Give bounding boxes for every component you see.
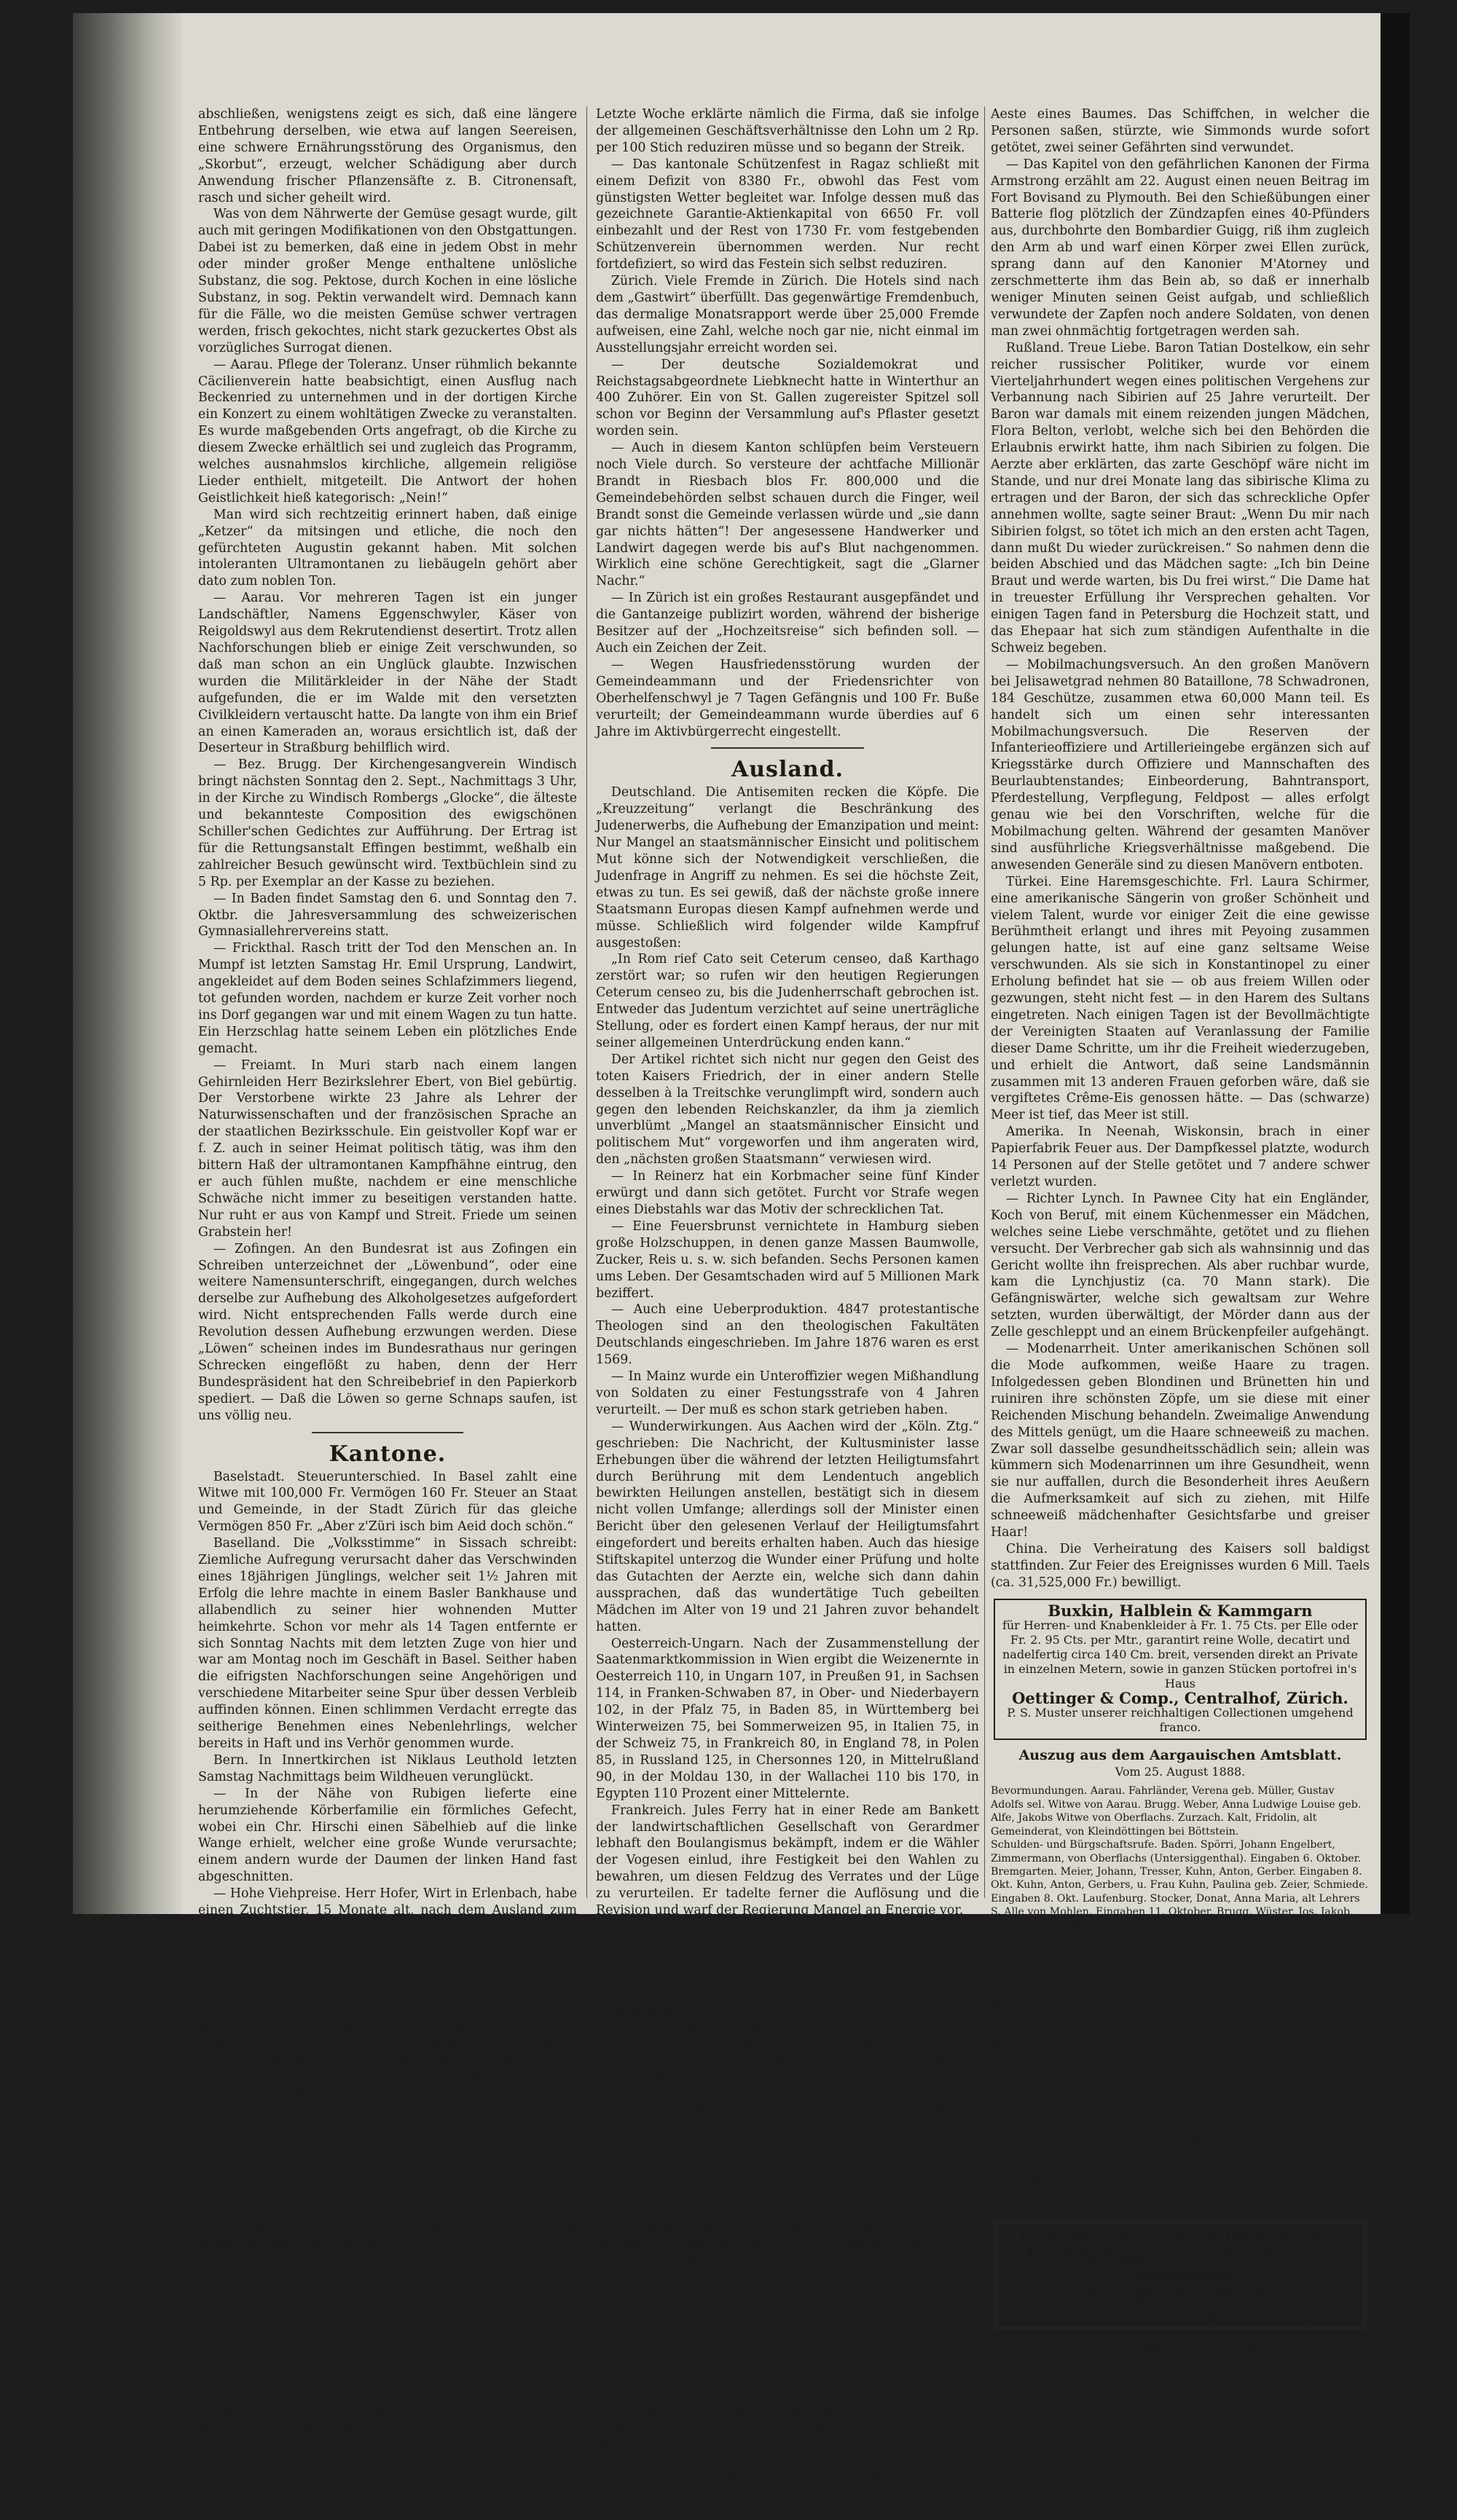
amtsblatt-date: Vom 25. August 1888. bbox=[1115, 1764, 1246, 1779]
article-paragraph: — Bekämpfung des Räuberwesens auf Corsika. Man hat neuerdings gänzliche Ausrottung in der Meinung, daß die Regierung die Ursache der hin wegen zwar des feuchten Schuß bekämpfte. Von den etwa 200 Briganten, die in den Maquis den Gerichten zu entgehen suchten, sind in letzten 10 Monaten 103 getötet oder gefangen worden und bei der unablässigen Verfolgung der Briganten nur wenig noch übrig. bbox=[596, 2320, 979, 2452]
section-divider bbox=[312, 1432, 463, 1433]
article-paragraph: — Die Franzosen wollen wieder einmal einen deutschen Spion entdeckt haben. Fritz Ellian von Hohenburg, deutscher Offizier außer Dienst und Sprachlehrer wurde in Nizza verhaftet, als er sich mit Lebel-Patronen zur Post schickte. Es wurde eine Haussuchung bei ihm vorgenommen. bbox=[596, 1919, 979, 2018]
article-paragraph: — Aarau. Vor mehreren Tagen ist ein junger Landschäftler, Namens Eggenschwyler, Käser von Reigoldswyl aus dem Rekrutendienst desertirt. Trotz allen Nachforschungen blieb er einige Zeit verschwunden, so daß man schon an ein Unglück glaubte. Inzwischen wurden die Militärkleider in der Nähe der Stadt aufgefunden, die er im Walde mit den versetzten Civilkleidern vertauscht hatte. Da langte von ihm ein Brief an einen Kameraden an, woraus ersichtlich ist, daß der Deserteur in Straßburg behilflich wird. bbox=[198, 591, 577, 756]
amtsblatt-body bbox=[991, 1784, 1370, 2213]
article-paragraph: Italien. In einem Eisenbahncoupe zweiter Klasse des gen Genua kommenden Zuges überfielen sieben junge, mit Messern bewaffnete Leute einen Passagier, um ihn zu berauben. Dem Angegriffenen gelang es, sich energisch verteidigt, gelang es, sich aus dem Coupefenster zu stürzen. Furchtbar verstümmelt lag er auf dem Bahndamm liegen. Von den Tätern wurden zwei verhaftet. bbox=[596, 2203, 979, 2318]
section-heading-kantone: Kantone. bbox=[329, 1441, 447, 1467]
article-paragraph: St. Gallen. In Rheineck habe seit Samstag die Sticker in der Fabrik der HH. Tobler die Arbeit eingestellt. Das Zentralkomite des Stickereiverbandes erließ eine betreffende Bekanntmachung. bbox=[198, 2370, 577, 2436]
article-paragraph: — In Zürich ist ein großes Restaurant ausgepfändet und die Gantanzeige publizirt worden, während der bisherige Besitzer auf der „Hochzeitsreise“ sich befinden soll. — Auch ein Zeichen der Zeit. bbox=[596, 591, 979, 655]
article-paragraph: Amerika. In Neenah, Wiskonsin, brach in einer Papierfabrik Feuer aus. Der Dampfkessel platzte, wodurch 14 Personen auf der Stelle getötet und 7 andere schwer verletzt wurden. bbox=[991, 1125, 1370, 1189]
article-paragraph: Luzern. Die Regierung hat jenen geistlichen Lehrer am Seminar in Hitzkirch, der einen Seminaristen durchgeprügelt, vom Seminar entfernt, indem sie ihn auf die Pfarrstelle in Buchenrain „beförderte“. bbox=[198, 2087, 577, 2151]
article-paragraph: Frankreich. Jules Ferry hat in einer Rede am Bankett der landwirtschaftlichen Gesellschaft von Gerardmer lebhaft den Boulangismus bekämpft, indem er die Wähler der Vogesen einlud, ihre Festigkeit bei den Wahlen zu bewahren, um diesen Feldzug des Verrates und der Lüge zu verurteilen. Er tadelte ferner die Auflösung und die Revision und warf der Regierung Mangel an Energie vor. bbox=[596, 1803, 979, 1918]
ad-text: für Herren- und Knabenkleider à Fr. 1. 75 Cts. per Elle oder Fr. 2. 95 Cts. per Mtr., garantirt reine Wolle, decatirt und nadelfertig circa 140 Cm. breit, versenden direkt an Private in einzelnen Metern, sowie in ganzen Stücken portofrei in's Haus bbox=[1002, 1618, 1359, 1690]
article-paragraph: — Der deutsche Sozialdemokrat und Reichstagsabgeordnete Liebknecht hatte in Winterthur an 400 Zuhörer. Ein von St. Gallen zugereister Spitzel soll schon vor Beginn der Versammlung auf's Pflaster gesetzt worden sein. bbox=[596, 357, 979, 439]
article-paragraph: — Frickthal. Rasch tritt der Tod den Menschen an. In Mumpf ist letzten Samstag Hr. Emil Ursprung, Landwirt, angekleidet auf dem Boden seines Schlafzimmers liegend, tot gefunden worden, nachdem er kurze Zeit vorher noch ins Dorf gegangen war und mit einem Wagen zu tun hatte. Ein Herzschlag hatte seinem Leben ein plötzliches Ende gemacht. bbox=[198, 941, 577, 1056]
weather-title: Witterungsbeobachtungen. bbox=[1083, 2338, 1278, 2353]
article-paragraph: — Langenthal bietet heute das bunte und bewegte Bild einer Garnisonsstadt. Es beherbergt etwa 2000 Mann Militär, auf zwei Seelen der Zivilbevölkerung einen Soldaten. bbox=[198, 1936, 577, 2001]
amtsblatt-section: Wirthschaftsverbot. Bremgarten. Schmidli, Heinrich, Schuster, von Villmergen. bbox=[991, 1999, 1343, 2025]
column-middle bbox=[596, 106, 979, 2519]
article-paragraph: Man wird sich rechtzeitig erinnert haben, daß einige „Ketzer“ da mitsingen und etliche, die noch den gefürchteten Augustin gekannt haben. Mit solchen intoleranten Ultramontanen zu liebäugeln gehört aber dato zum noblen Ton. bbox=[198, 507, 577, 589]
advertisement-buxkin bbox=[994, 1599, 1367, 1740]
ad-headline: Buxkin, Halblein & Kammgarn bbox=[1048, 1601, 1313, 1620]
weather-text: Pariser Witterungsbericht vom 30. August. Wahrscheinlich Wind aus den Westregionen, bewölkter Himmel bei bisheriger Temperatur. bbox=[991, 2355, 1370, 2380]
article-paragraph: Rußland. Treue Liebe. Baron Tatian Dostelkow, ein sehr reicher russischer Politiker, wurde vor einem Vierteljahrhundert wegen eines politischen Vergehens zur Verbannung nach Sibirien auf 25 Jahre verurteilt. Der Baron war damals mit einem reizenden jungen Mädchen, Flora Belton, verlobt, welche sich bei den Behörden die Erlaubnis erwirkt hatte, ihm nach Sibirien zu folgen. Die Aerzte aber erklärten, das zarte Geschöpf wäre nicht im Stande, und nur drei Monate lang das sibirische Klima zu ertragen und der Baron, der sich das schreckliche Opfer annehmen wollte, sagte seiner Braut: „Wenn Du mir nach Sibirien folgst, so tötet ich mich an den ersten acht Tagen, dann mußt Du wieder zurückreisen.“ So nahmen denn die beiden Abschied und das Mädchen sagte: „Ich bin Deine Braut und werde warten, bis Du frei wirst.“ Die Dame hat in treuester Erfüllung ihr Versprechen gehalten. Vor einigen Tagen fand in Petersburg die Hochzeit statt, und das Ehepaar hat sich zum ständigen Aufenthalte in die Schweiz begeben. bbox=[991, 340, 1370, 655]
article-paragraph: — Das kantonale Schützenfest in Ragaz schließt mit einem Defizit von 8380 Fr., obwohl das Fest vom günstigsten Wetter begleitet war. Infolge dessen muß das gezeichnete Garantie-Aktienkapital von 6650 Fr. voll einbezahlt und der Rest von 1730 Fr. vom festgebenden Schützenverein übernommen werden. Nur recht fortdefiziert, so wird das Festein sich selbst reduziren. bbox=[596, 157, 979, 272]
article-paragraph: — Richter Lynch. In Pawnee City hat ein Engländer, Koch von Beruf, mit einem Küchenmesser ein Mädchen, welches seine Liebe verschmähte, getötet und zu fliehen versucht. Der Verbrecher gab sich als wahnsinnig und das Gericht wollte ihn freisprechen. Als aber ruchbar wurde, kam die Lynchjustiz (ca. 70 Mann stark). Die Gefängniswärter, welche sich gewaltsam zur Wehre setzten, wurden überwältigt, der Mörder dann aus der Zelle geschleppt und an einem Brückenpfeiler aufgehängt. bbox=[991, 1191, 1370, 1340]
article-paragraph: Baselland. Die „Volksstimme“ in Sissach schreibt: Ziemliche Aufregung verursacht daher das Verschwinden eines 18jährigen Jünglings, welcher seit 1½ Jahren mit Erfolg die lehre machte in einem Basler Bankhause und allabendlich zu seiner hier wohnenden Mutter heimkehrte. Schon vor mehr als 14 Tagen entfernte er sich Sonntag Nachts mit dem letzten Zuge von hier und war am Montag noch im Geschäft in Basel. Seither haben die eifrigsten Nachforschungen seine Angehörigen und verschiedene Mitarbeiter seine Spur über dessen Verbleib auffinden können. Einen schlimmen Verdacht erregte das seitherige Benehmen eines Nebenlehrlings, welcher bereits in Haft und ins Verhör genommen wurde. bbox=[198, 1536, 577, 1751]
amtsblatt-title: Auszug aus dem Aargauischen Amtsblatt. bbox=[1018, 1747, 1342, 1763]
article-paragraph: — Modenarrheit. Unter amerikanischen Schönen soll die Mode aufkommen, weiße Haare zu tragen. Infolgedessen geben Blondinen und Brünetten hin und ruiniren ihre schönsten Zöpfe, um sie diese mit einer Reichenden Mischung behandeln. Zweimalige Anwendung des Mittels genügt, um die Haare schneeweiß zu machen. Zwar soll dasselbe gesundheitsschädlich sein; allein was kümmern sich Modenarrinnen um ihre Gesundheit, wenn sie nur auffallen, durch die Besonderheit ihres Aeußern die Aufmerksamkeit auf sich zu ziehen, mit Hilfe schneeweiß mädchenhafter Gesichtsfarbe und greiser Haar! bbox=[991, 1342, 1370, 1540]
article-paragraph: Obwalden. Der so sehr als freisinniger Mann verschrieene Landammann Hermann hat seinem Testamente im Jahre 1883, also zu Schulvogtszeiten, beigesetzt, daß, sofern das Schulwesen durch Bundesbeschlüsse sollte umgestaltet, z. B. die Lehrschwestern entfernt werden, die für Schulzwecke testirten Summen zu Privatzwecken zu verwenden seien. bbox=[198, 2253, 577, 2369]
article-paragraph: — In Mainz wurde ein Unteroffizier wegen Mißhandlung von Soldaten zu einer Festungsstrafe von 4 Jahren verurteilt. — Der muß es schon stark getrieben haben. bbox=[596, 1369, 979, 1417]
ad-text: Reelle Preise. — Prompte Bedienung. bbox=[1041, 2304, 1319, 2323]
weather-report bbox=[991, 2337, 1370, 2381]
page-edge-shadow bbox=[1381, 13, 1410, 1914]
article-paragraph: Baselstadt. Steuerunterschied. In Basel zahlt eine Witwe mit 100,000 Fr. Vermögen 160 Fr. Steuer an Staat und Gemeinde, in der Stadt Zürich für das gleiche Vermögen 850 Fr. „Aber z'Züri isch bim Aeid doch schön.“ bbox=[198, 1469, 577, 1535]
article-paragraph: Letzte Woche erklärte nämlich die Firma, daß sie infolge der allgemeinen Geschäftsverhältnisse den Lohn um 2 Rp. per 100 Stich reduziren müsse und so begann der Streik. bbox=[596, 107, 979, 155]
article-paragraph: China. Die Verheiratung des Kaisers soll baldigst stattfinden. Zur Feier des Ereignisses wurden 6 Mill. Taels (ca. 31,525,000 Fr.) bewilligt. bbox=[991, 1541, 1370, 1590]
article-paragraph: — Sursee. Viehmarkt vom 27. August. Aufgeführt wurden circa 2000 Stück Großvieh, 600 Stück Schweine und viele Schafe und Ziegen. Es waren sehr viele Händler, jedoch nicht in großer Zahl und Konkurrenz, daß bis die Nachfrage dem Angebote gleichkam. Es wurde viel gehandelt, doch zu gedrückten Preisen. bbox=[198, 2153, 577, 2252]
article-paragraph: abschließen, wenigstens zeigt es sich, daß eine längere Entbehrung derselben, wie etwa auf langen Seereisen, eine schwere Ernährungsstörung des Organismus, den „Skorbut“, erzeugt, welcher Schädigung aber durch Anwendung frischer Pflanzensäfte z. B. Citronensaft, rasch und sicher geheilt wird. bbox=[198, 107, 577, 205]
ad-headline: Reichhaltige Auswahl in Herren-Confektion. bbox=[1026, 2246, 1335, 2285]
column-rule bbox=[586, 106, 587, 1898]
ad-firm-name: J. Gerber, Marchd. Tailleur, Aarau. bbox=[1018, 2227, 1342, 2248]
article-paragraph: — Wunderwirkungen. Aus Aachen wird der „Köln. Ztg.“ geschrieben: Die Nachricht, der Kultusminister lasse Erhebungen über die während der letzten Heiligtumsfahrt durch Berührung mit dem Lendentuch angeblich bewirkten Heilungen anstellen, bestätigt sich in diesem nicht vollen Umfange; allerdings soll der Minister einen Bericht über den gelesenen Verlauf der Heiligtumsfahrt eingefordert und bereits erhalten haben. Auch das hiesige Stiftskapitel unterzog die Wunder einer Prüfung und holte das Gutachten der Aerzte ein, welche sich dann dahin aussprachen, daß das wundertätige Tuch gebeilten Mädchen im Alter von 19 und 21 Jahren zuvor behandelt hatten. bbox=[596, 1419, 979, 1634]
section-heading-ausland: Ausland. bbox=[731, 757, 844, 783]
article-paragraph: — Das Kapitel von den gefährlichen Kanonen der Firma Armstrong erzählt am 22. August einen neuen Beitrag im Fort Bovisand zu Plymouth. Bei den Schießübungen einer Batterie flog plötzlich der Zündzapfen eines 40-Pfünders aus, durchbohrte den Bombardier Guigg, riß ihm zugleich den Arm ab und warf einen Körper zwei Ellen zurück, sprang dann auf den Kanonier M'Atorney und zerschmetterte ihm das Bein ab, so daß er innerhalb weniger Minuten seinen Geist aufgab, und schließlich verwundete der Zapfen noch andere Soldaten, von denen man zwei ohnmächtig fortgetragen werden sah. bbox=[991, 157, 1370, 339]
article-paragraph: — Eine Feuersbrunst vernichtete in Hamburg sieben große Holzschuppen, in denen ganze Massen Baumwolle, Zucker, Reis u. s. w. sich befanden. Sechs Personen kamen ums Leben. Der Gesamtschaden wird auf 5 Millionen Mark beziffert. bbox=[596, 1218, 979, 1301]
article-paragraph: — Aarau. Pflege der Toleranz. Unser rühmlich bekannte Cäcilienverein hatte beabsichtigt, einen Ausflug nach Beckenried zu unternehmen und in der dortigen Kirche ein Konzert zu einem wohltätigen Zwecke zu veranstalten. Es wurde maßgebenden Orts angefragt, ob die Kirche zu diesem Zwecke erhältlich sei und zugleich das Programm, welches ausnahmslos kirchliche, allgemein religiöse Lieder enthielt, mitgeteilt. Die Antwort der hohen Geistlichkeit hieß kategorisch: „Nein!“ bbox=[198, 357, 577, 505]
article-paragraph: Genf. Ein am Bau der neuen Ateliers der Fabrik physikalischer Instrumente beschäftigter Arbeiter, ein 23jähriger Ad. Welti aus Suz bei Nidau, fiel am Mittwoch Morgen vom Dachstuhl herunter und brach das Genick; der Tod trat eine halbe Stunde nach dem Falle ein. bbox=[198, 2003, 577, 2085]
article-paragraph: — Freiamt. In Muri starb nach einem langen Gehirnleiden Herr Bezirkslehrer Ebert, von Biel gebürtig. Der Verstorbene wirkte 23 Jahre als Lehrer der Naturwissenschaften und der französischen Sprache an der staatlichen Bezirksschule. Ein geistvoller Kopf war er f. Z. auch in seiner Heimat politisch tätig, was ihm den bittern Haß der ultramontanen Kampfhähne eintrug, den er auch fühlen mußte, nachdem er eine menschliche Schwäche nicht immer zu beseitigen verstanden hatte. Nur ruht er aus von Kampf und Streit. Friede um seinen Grabstein her! bbox=[198, 1058, 577, 1240]
amtsblatt-section: Bevormundungen. Aarau. Fahrländer, Verena geb. Müller, Gustav Adolfs sel. Witwe von Aarau. Brugg. Weber, Anna Ludwige Louise geb. Alfe, Jakobs Witwe von Oberflachs. Zurzach. Kalt, Fridolin, alt Gemeinderat, von Kleindöttingen bei Böttstein. bbox=[991, 1785, 1362, 1838]
article-paragraph: — Hohe Viehpreise. Herr Hofer, Wirt in Erlenbach, habe einen Zuchtstier, 15 Monate alt, nach dem Ausland zum Preise von über 1400 Fr. verkauft. bbox=[198, 1886, 577, 1934]
section-divider bbox=[711, 747, 864, 749]
article-paragraph: Was von dem Nährwerte der Gemüse gesagt wurde, gilt auch mit geringen Modifikationen von den Obstgattungen. Dabei ist zu bemerken, daß eine in jedem Obst in mehr oder minder großer Menge enthaltene unlösliche Substanz, die sog. Pektose, durch Kochen in eine lösliche Substanz, in sog. Pektin verwandelt wird. Demnach kann für die Fälle, wo die meisten Gemüse schwer vertragen werden, frisch gekochtes, nicht stark gezuckertes Obst als vorzügliches Surrogat dienen. bbox=[198, 207, 577, 355]
article-paragraph: — In Baden findet Samstag den 6. und Sonntag den 7. Oktbr. die Jahresversammlung des schweizerischen Gymnasiallehrervereins statt. bbox=[198, 891, 577, 940]
amtsblatt-section: Geldstags-Rückzüge. Kulm. Wirt Heuberger, Adolf, von Menziken. Zofingen. Leuenberger, Samuel Heinrich, Melchior, Sattler, von Wittwyl. Rehabilitationen. Baden. Meier, Niklaus, Weber in der Steinmatt bei Unterehrendingen. Brugg. Remund, Bernhard, Uhrenmacher, von Solothurn, in Brugg. Muri. Weber, Albert, Lederhändler und Bosswil. Rheinfelden. Weiland, Adolf, von Rheinfelden. bbox=[991, 2093, 1337, 2186]
amtsblatt-section: Schulden- und Bürgschaftsrufe. Baden. Spörri, Johann Engelbert, Zimmermann, von Oberflachs (Untersiggenthal). Eingaben 6. Oktober. Bremgarten. Meier, Johann, Tresser, Kuhn, Anton, Gerber. Eingaben 8. Okt. Kuhn, Anton, Gerbers, u. Frau Kuhn, Paulina geb. Zeier, Schmiede. Eingaben 8. Okt. Laufenburg. Stocker, Donat, Anna Maria, alt Lehrers S. Alle von Mohlen. Eingaben 11. Oktober. Brugg. Wüster, Jos. Jakob, Schneider, von Hausen. Eingaben 26. Septbr. Laufenburg. Winter, Xaver, Lehrer. Eingaben 26. Sept. Muri. Witwe Schlauder, Maria geb Lüthi, Uhrenmacher in Winterhalden bei Meyenberg. Eingaben 26. Septbr. — Humbel, Josephine, Bäcker, Würlis, von Wallenschwyl bei Beinwyl. Eingaben 19. Septbr. Rheinfelden. Guthauser, Gustav Küfer, von Zeiningen. Eingaben 24. September. bbox=[991, 1839, 1369, 1999]
column-right bbox=[991, 106, 1370, 2380]
article-paragraph: Bern. In Innertkirchen ist Niklaus Leuthold letzten Samstag Nachmittags beim Wildheuen verunglückt. bbox=[198, 1752, 577, 1784]
article-paragraph: — Eine junge Reisende. Ein Pariser Blatt teilt folgendes nette Geschichtchen mit: Ein kleines Mädchen von sechs Jahren wurde dieser Tage allein von Europa nach Amerika spedirt. Man hatte ihr an den linken Arm ein großes Bracelet (Armband) auf welchem geschrieben stand: Ich heiße Emma Pecz, ich gehe zu Hrn. George Bleich, Uhrmacher, Morton-Street, in Rochester, Staat New-York, Nordamerika. Die junge Reisende kam glücklich an. Die Eisenbahnbeamten und alle an dem Schiffe gute Leute, welche sich ihrer annahmen und ihr glücklich im Rochester angekommen. bbox=[596, 2020, 979, 2202]
article-paragraph: Zürich. Viele Fremde in Zürich. Die Hotels sind nach dem „Gastwirt“ überfüllt. Das gegenwärtige Fremdenbuch, das dermalige Monatsrapport werde über 25,000 Fremde aufweisen, eine Zahl, welche noch gar nie, nicht einmal im Ausstellungsjahr erreicht worden sei. bbox=[596, 274, 979, 355]
advertisement-gerber bbox=[994, 2221, 1367, 2330]
ad-firm-name: Oettinger & Comp., Centralhof, Zürich. bbox=[1012, 1688, 1348, 1707]
ad-note: P. S. Muster unserer reichhaltigen Collectionen umgehend franco. bbox=[1007, 1705, 1354, 1734]
ad-subheadline: Anzüge nach Maaß. bbox=[1087, 2284, 1273, 2304]
article-paragraph: — Bez. Brugg. Der Kirchengesangverein Windisch bringt nächsten Sonntag den 2. Sept., Nachmittags 3 Uhr, in der Kirche zu Windisch Rombergs „Glocke“, die älteste und bekannteste Composition des ewigschönen Schiller'schen Gedichtes zur Aufführung. Der Ertrag ist für die Rettungsanstalt Effingen bestimmt, weßhalb ein zahlreicher Besuch gewünscht wird. Textbüchlein sind zu 5 Rp. per Exemplar an der Kasse zu beziehen. bbox=[198, 757, 577, 889]
article-paragraph: — Zofingen. An den Bundesrat ist aus Zofingen ein Schreiben unterzeichnet der „Löwenbund“, oder eine weitere Namensunterschrift, eingegangen, durch welches derselbe zur Aufhebung des Alkoholgesetzes aufgefordert wird. Nicht entsprechenden Falls werde durch eine Revolution dessen Aufhebung erzwungen werden. Diese „Löwen“ scheinen indes im Bundesrathaus nur geringen Schrecken eingeflößt zu haben, denn der Herr Bundespräsident hat den Schreibebrief in den Papierkorb spediert. — Daß die Löwen so gerne Schnaps saufen, ist uns völlig neu. bbox=[198, 1241, 577, 1423]
article-paragraph: Oesterreich-Ungarn. Nach der Zusammenstellung der Saatenmarktkommission in Wien ergibt die Weizenernte in Oesterreich 110, in Ungarn 107, in Preußen 91, in Sachsen 114, in Franken-Schwaben 87, in Ober- und Niederbayern 102, in der Pfalz 75, in Baden 85, in Württemberg bei Winterweizen 75, bei Sommerweizen 95, in Italien 75, in der Schweiz 75, in Frankreich 80, in England 78, in Polen 85, in Russland 125, in Chersonnes 120, in Mittelrußland 90, in der Moldau 130, in der Wallachei 110 bis 170, in Egypten 110 Prozent einer Mittelernte. bbox=[596, 1636, 979, 1801]
amtsblatt-section: Vermögensauslosungsbegehren. Aarau. Müller, Rudolf, Drechslers, von Oberentfelden, in Amerika. Einsprachen 29. September. bbox=[991, 2187, 1365, 2213]
article-paragraph: — Auch eine Ueberproduktion. 4847 protestantische Theologen sind an den theologischen Fakultäten Deutschlands eingeschrieben. Im Jahre 1876 waren es erst 1569. bbox=[596, 1302, 979, 1368]
amtsblatt-extract bbox=[991, 1747, 1370, 2214]
column-rule bbox=[984, 106, 985, 1898]
article-paragraph: — Mobilmachungsversuch. An den großen Manövern bei Jelisawetgrad nehmen 80 Bataillone, 78 Schwadronen, 184 Geschütze, zusammen etwa 60,000 Mann teil. Es handelt sich um einen sehr interessanten Mobilmachungsversuch. Die Reserven der Infanterieoffiziere und Artillerieingebe ergänzen sich auf Kriegsstärke durch Offiziere und Mannschaften des Beurlaubtenstandes; Einbeorderung, Bahntransport, Pferdestellung, Verpflegung, Feldpost — alles erfolgt genau wie bei den Vorschriften, welche für die Mobilmachung gelten. Während der gesamten Manöver sind ausführliche Kriegsverhältnisse maßgebend. Die anwesenden Generäle sind zu diesen Manövern entboten. bbox=[991, 657, 1370, 873]
amtsblatt-section: Benefiz Inventarii. Baden. Witwe Filsker, Marie geb. Zehnder, Bäck, von Wettingen. Eingaben 6. Okt. Bremgarten. Meier, Jakob, Hemberers von Wohlen. Eingaben 11. Okt. Laufenburg. Liechti, Jakob, Heinrich, Brunnenmacher, von Essingen. Eingaben 24. Sept. Muri. Billiger, Anton, Schuster, von Beinwyl. Eingaben 25. September. bbox=[991, 2026, 1370, 2092]
article-paragraph: Der Artikel richtet sich nicht nur gegen den Geist des toten Kaisers Friedrich, der in einer andern Stelle desselben à la Treitschke verunglimpft wird, sondern auch gegen den lebenden Reichskanzler, da ihm ja ziemlich unverblümt „Mangel an staatsmännischer Einsicht und politischem Mut“ vorgeworfen und ihm angeraten wird, den „nächsten großen Staatsmann“ verwiesen wird. bbox=[596, 1052, 979, 1168]
column-left bbox=[198, 106, 577, 2436]
article-paragraph: — In der Nähe von Rubigen lieferte eine herumziehende Körberfamilie ein förmliches Gefecht, wobei ein Chr. Hirschi einen Säbelhieb auf die linke Wange erhielt, welcher eine große Wunde verursachte; einem andern wurde der Daumen der linken Hand fast abgeschnitten. bbox=[198, 1786, 577, 1885]
article-paragraph: „In Rom rief Cato seit Ceterum censeo, daß Karthago zerstört war; so rufen wir den heutigen Regierungen Ceterum censeo zu, bis die Judenherrschaft gebrochen ist. Entweder das Judentum verzichtet auf seine unerträgliche Stellung, oder es fordert einen Kampf heraus, der nur mit seiner allgemeinen Unterdrückung enden kann.“ bbox=[596, 952, 979, 1050]
page-binding bbox=[73, 13, 182, 1914]
article-paragraph: — Wegen Hausfriedensstörung wurden der Gemeindeammann und der Friedensrichter von Oberhelfenschwyl je 7 Tagen Gefängnis und 100 Fr. Buße verurteilt; der Gemeindeammann wurde überdies auf 6 Jahre im Aktivbürgerrecht eingestellt. bbox=[596, 657, 979, 739]
article-paragraph: — Auch in diesem Kanton schlüpfen beim Versteuern noch Viele durch. So versteure der achtfache Millionär Brandt in Riesbach blos Fr. 800,000 und die Gemeindebehörden selbst schauen durch die Finger, weil Brandt sonst die Gemeinde verlassen würde und „sie dann gar nichts hätten“! Der angesessene Handwerker und Landwirt dagegen werde bis auf's Blut nachgenommen. Wirklich eine schöne Gerechtigkeit, sagt die „Glarner Nachr.“ bbox=[596, 441, 979, 589]
article-paragraph: England. Der Luftschiffer Simmonds wollte eine Fahrt von London nach Wien unternehmen. Der Ballon war gezwungen, in der Nähe von Molton sich zu senken, verwickelte sich aber in die bbox=[596, 2453, 979, 2519]
article-paragraph: Aeste eines Baumes. Das Schiffchen, in welcher die Personen saßen, stürzte, wie Simmonds wurde sofort getötet, zwei seiner Gefährten sind verwundet. bbox=[991, 107, 1370, 155]
article-paragraph: Deutschland. Die Antisemiten recken die Köpfe. Die „Kreuzzeitung“ verlangt die Beschränkung des Judenerwerbs, die Aufhebung der Emanzipation und meint: Nur Mangel an staatsmännischer Einsicht und politischem Mut könne sich der Notwendigkeit verschließen, die Judenfrage in Angriff zu nehmen. Es sei die höchste Zeit, etwas zu tun. Es sei gewiß, daß der nächste große innere Staatsmann Europas diesen Kampf aufnehmen werde und müsse. Schließlich wird folgender wilde Kampfruf ausgestoßen: bbox=[596, 785, 979, 950]
newspaper-page bbox=[73, 13, 1410, 2519]
article-paragraph: Türkei. Eine Haremsgeschichte. Frl. Laura Schirmer, eine amerikanische Sängerin von großer Schönheit und vielem Talent, wurde vor einiger Zeit die eine gewisse Berühmtheit erlangt und ihres mit Peyoing zusammen gelungen hatte, ist auf eine ganz seltsame Weise verschwunden. Als sie sich in Konstantinopel zu einer Erholung befindet hat sie — ob aus freiem Willen oder gezwungen, steht nicht fest — in den Harem des Sultans eingetreten. Nach einigen Tagen ist der Bevollmächtigte der Vereinigten Staaten auf Veranlassung der Familie dieser Dame Schritte, um ihr die Freiheit wiederzugeben, und erhielt die Antwort, daß seine Landsmännin zusammen mit 13 anderen Frauen geforben wäre, daß sie vergiftetes Crême-Eis genossen hätte. — Das (schwarze) Meer ist tief, das Meer ist still. bbox=[991, 874, 1370, 1123]
article-paragraph: — In Reinerz hat ein Korbmacher seine fünf Kinder erwürgt und dann sich getötet. Furcht vor Strafe wegen eines Diebstahls war das Motiv der schrecklichen Tat. bbox=[596, 1169, 979, 1217]
